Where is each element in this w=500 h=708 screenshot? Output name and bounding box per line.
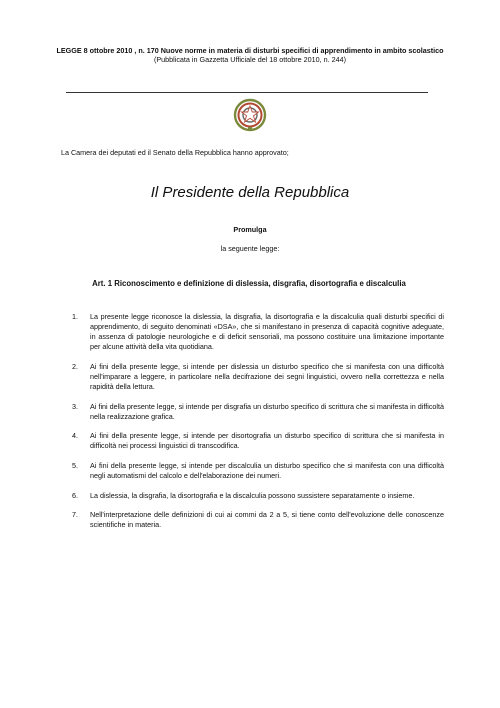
item-text: Nell'interpretazione delle definizioni di cui ai commi da 2 a 5, si tiene conto dell'evoluzione delle conoscenze scientifiche in materia. [90,510,444,530]
publication-note: (Pubblicata in Gazzetta Ufficiale del 18 ottobre 2010, n. 244) [153,55,347,64]
following-law-label: la seguente legge: [220,244,280,253]
document-header [40,46,460,64]
list-item [72,510,444,530]
item-number: 2. [72,361,78,371]
item-text: Ai fini della presente legge, si intende per discalculia un disturbo specifico che si manifesta con una difficoltà negli automatismi del calcolo e dell'elaborazione dei numeri. [90,461,444,481]
list-item [72,362,444,392]
item-number: 4. [72,431,78,441]
promulga-label: Promulga [233,225,267,234]
article-title: Art. 1 Riconoscimento e definizione di dislessia, disgrafia, disortografia e discalculia [92,279,406,288]
law-title: LEGGE 8 ottobre 2010 , n. 170 Nuove norme in materia di disturbi specifici di apprendimento in ambito scolastico [56,46,444,55]
intro-line: La Camera dei deputati ed il Senato della Repubblica hanno approvato; [61,148,289,157]
item-number: 5. [72,461,78,471]
item-number: 6. [72,490,78,500]
item-text: Ai fini della presente legge, si intende per disortografia un disturbo specifico di scrittura che si manifesta in difficoltà nei processi linguistici di transcodifica. [90,431,444,451]
header-divider [66,92,428,93]
item-text: Ai fini della presente legge, si intende per dislessia un disturbo specifico che si manifesta con una difficoltà nell'imparare a leggere, in particolare nella decifrazione dei segni linguistici, ovvero nella correttezza e nella rapidità della lettura. [90,361,444,392]
item-text: La dislessia, la disgrafia, la disortografia e la discalculia possono sussistere separatamente o insieme. [90,490,415,500]
president-heading: Il Presidente della Repubblica [150,184,350,201]
item-number: 7. [72,510,78,520]
list-item [72,461,444,481]
list-item [72,431,444,451]
list-item [72,491,444,501]
italian-republic-emblem-icon [233,98,267,132]
item-number: 3. [72,401,78,411]
item-text: Ai fini della presente legge, si intende per disgrafia un disturbo specifico di scrittura che si manifesta in difficoltà nella realizzazione grafica. [90,401,444,421]
item-number: 1. [72,312,78,321]
item-text: La presente legge riconosce la dislessia, la disgrafia, la disortografia e la discalculia quali disturbi specifici di apprendimento, di seguito denominati «DSA», che si manifestano in presenza di capacità cognitive adeguate, in assenza di patologie neurologiche e di deficit sensoriali, ma possono costituire una limitazione importante per alcune attività della vita quotidiana. [90,312,444,352]
list-item [72,312,444,352]
article-paragraph-list [72,312,444,540]
list-item [72,402,444,422]
